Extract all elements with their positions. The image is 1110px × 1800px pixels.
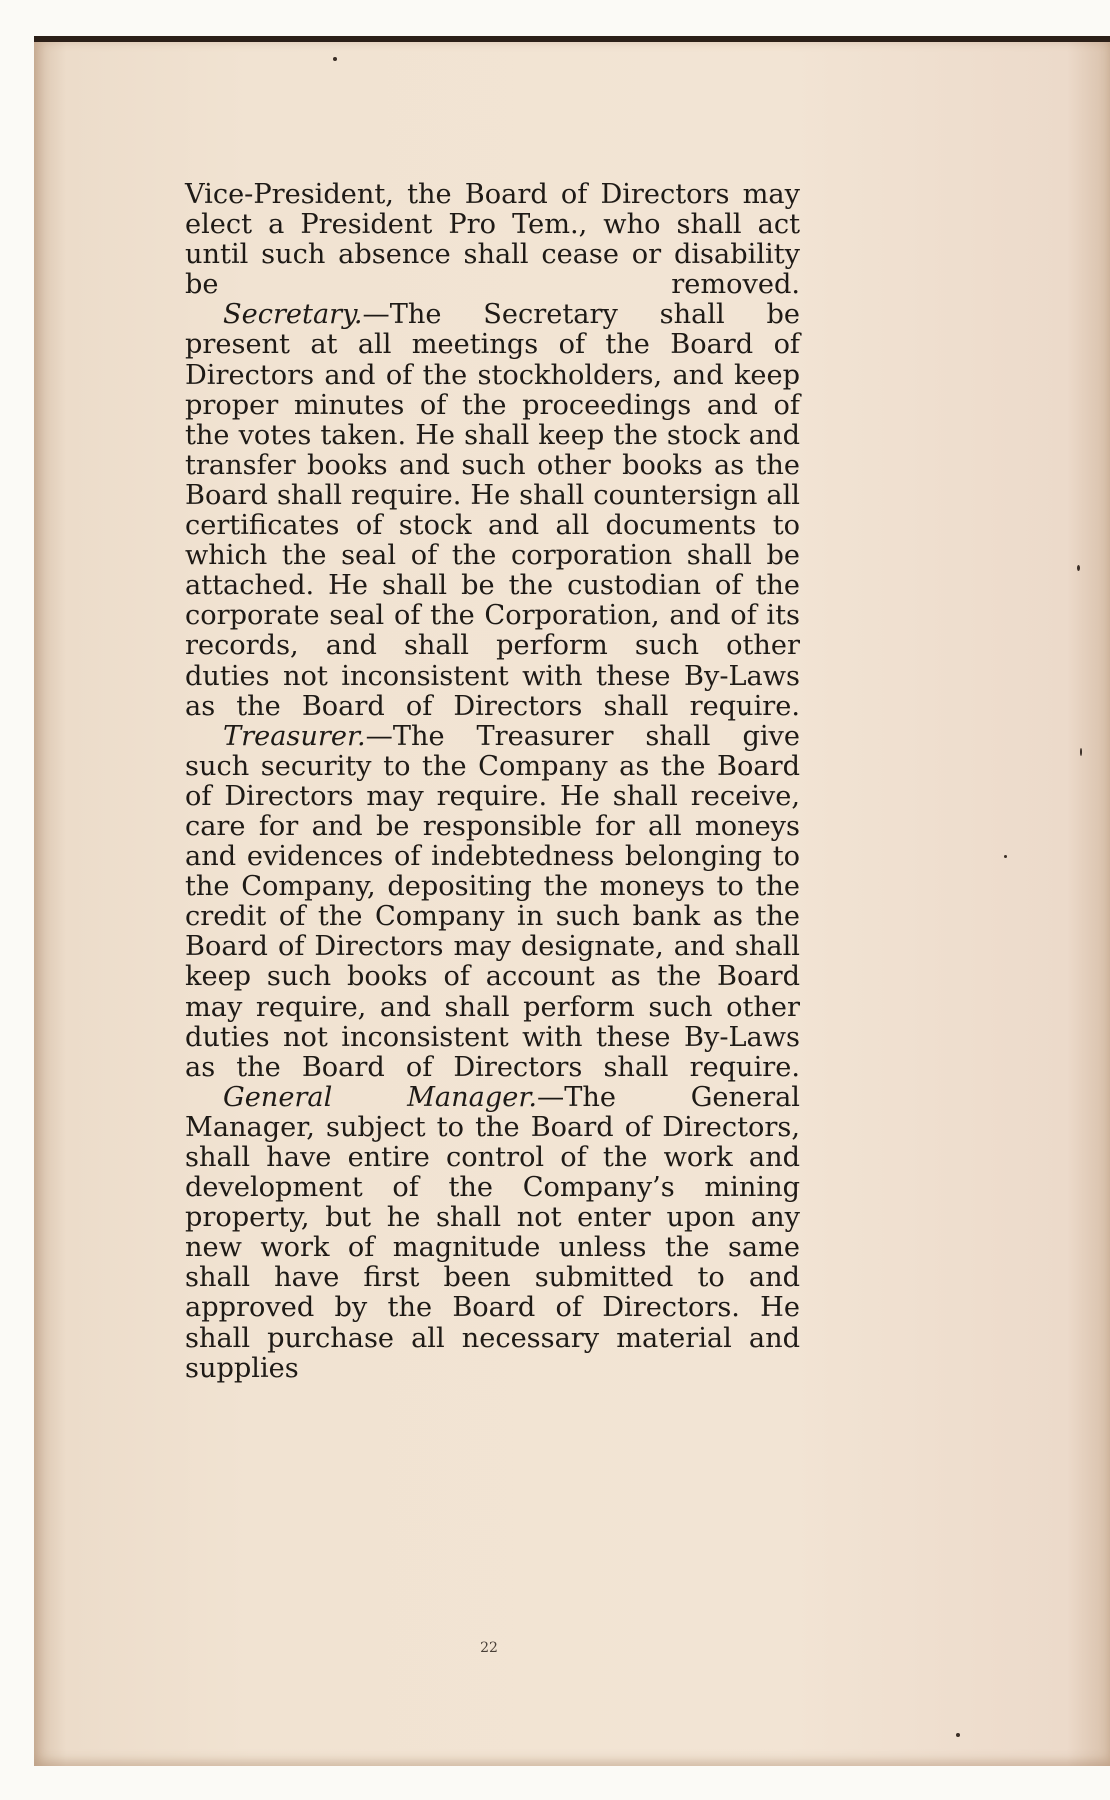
paragraph-treasurer: [185, 722, 800, 1083]
paper-speck: [1080, 748, 1082, 756]
paragraph-vice-president: [185, 180, 800, 300]
paragraph-text: —The Secretary shall be present at all meetings of the Board of Directors and of the stockholders, and keep proper minutes of the proceedings and of the votes taken. He shall keep the stock and transfer books and such other books as the Board shall require. He shall countersign all certificates of stock and all documents to which the seal of the corporation shall be attached. He shall be the custodian of the corporate seal of the Corporation, and of its records, and shall perform such other duties not inconsistent with these By-Laws as the Board of Directors shall require.: [185, 299, 800, 722]
section-heading-treasurer: Treasurer.: [223, 720, 366, 752]
paragraph-general-manager: [185, 1083, 800, 1384]
paragraph-secretary: [185, 300, 800, 721]
paper-speck: [956, 1733, 960, 1737]
paper-speck: [333, 57, 337, 61]
paragraph-text: —The Treasurer shall give such security to the Company as the Board of Directors may require. He shall receive, care for and be responsible for all moneys and evidences of indebtedness belonging to the Company, depositing the moneys to the credit of the Company in such bank as the Board of Directors may designate, and shall keep such books of account as the Board may require, and shall perform such other duties not inconsistent with these By-Laws as the Board of Directors shall require.: [185, 720, 800, 1083]
body-text: [185, 180, 800, 1384]
paragraph-text: Vice-President, the Board of Directors may elect a President Pro Tem., who shall act until such absence shall cease or disability be removed.: [185, 179, 800, 301]
section-heading-secretary: Secretary.: [223, 299, 363, 331]
paragraph-text: —The General Manager, subject to the Board of Directors, shall have entire control of the work and development of the Company’s mining property, but he shall not enter upon any new work of magnitude unless the same shall have first been submitted to and approved by the Board of Directors. He shall purchase all necessary material and supplies: [185, 1081, 801, 1384]
paper-speck: [1077, 565, 1080, 571]
page-number: 22: [480, 1640, 498, 1656]
section-heading-general-manager: General Manager.: [223, 1081, 537, 1113]
paper-speck: [1004, 855, 1007, 858]
